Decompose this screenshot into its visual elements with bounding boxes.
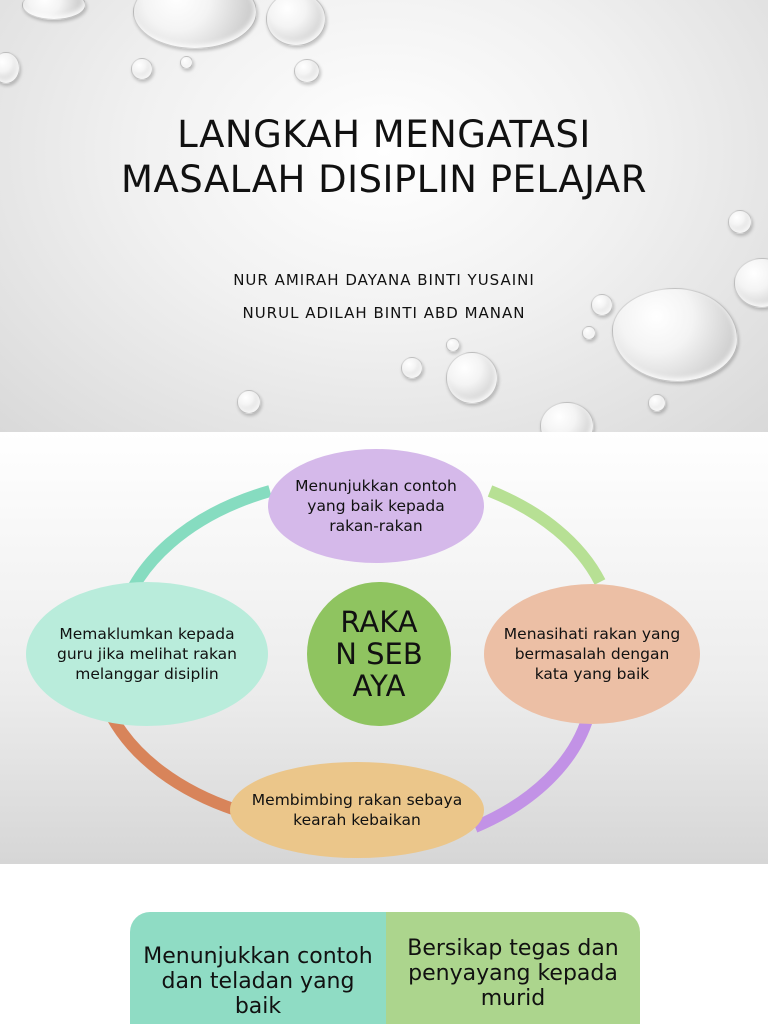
water-drop: [294, 59, 320, 83]
water-drop: [446, 352, 498, 404]
water-drop: [180, 56, 193, 69]
water-drop: [612, 288, 738, 382]
water-drop: [266, 0, 326, 46]
table-slide: [0, 864, 768, 1024]
slide-title-line1: LANGKAH MENGATASI: [177, 113, 591, 156]
author-name-1: NUR AMIRAH DAYANA BINTI YUSAINI: [233, 271, 535, 289]
table-cell-left-text: Menunjukkan contoh dan teladan yang baik: [143, 944, 373, 1019]
cycle-node-bottom: [230, 762, 484, 858]
cycle-node-top: [268, 449, 484, 563]
water-drop: [401, 357, 423, 379]
water-drop: [237, 390, 261, 414]
table-cell-right-text: Bersikap tegas dan penyayang kepada murid: [407, 936, 619, 1011]
cycle-node-top-text: Menunjukkan contoh yang baik kepada rakan-rakan: [295, 477, 457, 535]
water-drop: [582, 326, 596, 340]
water-drop: [133, 0, 257, 49]
center-circle: [307, 582, 451, 726]
water-drop: [22, 0, 86, 20]
cycle-diagram-slide: [0, 432, 768, 864]
water-drop: [131, 58, 153, 80]
cycle-node-left: [26, 582, 268, 726]
table-cell-right: [386, 912, 640, 1024]
water-drop: [540, 402, 594, 432]
water-drop: [0, 52, 20, 84]
ring-arc-bottom-right: [475, 717, 588, 827]
center-label: RAKAN SEBAYA: [335, 605, 423, 703]
water-drop: [728, 210, 752, 234]
table-cell-left: [130, 912, 386, 1024]
cycle-node-right: [484, 584, 700, 724]
cycle-node-bottom-text: Membimbing rakan sebaya kearah kebaikan: [251, 791, 463, 829]
slide-title-line2: MASALAH DISIPLIN PELAJAR: [121, 158, 647, 201]
cycle-node-right-text: Menasihati rakan yang bermasalah dengan kata yang baik: [503, 625, 681, 683]
slide-title: [0, 112, 768, 202]
water-drop: [648, 394, 666, 412]
ring-arc-top-right: [490, 491, 600, 582]
ring-arc-bottom-left: [112, 717, 236, 810]
water-drop: [446, 338, 460, 352]
cycle-node-left-text: Memaklumkan kepada guru jika melihat rakan melanggar disiplin: [57, 625, 237, 683]
author-name-2: NURUL ADILAH BINTI ABD MANAN: [242, 304, 526, 322]
title-slide: [0, 0, 768, 432]
